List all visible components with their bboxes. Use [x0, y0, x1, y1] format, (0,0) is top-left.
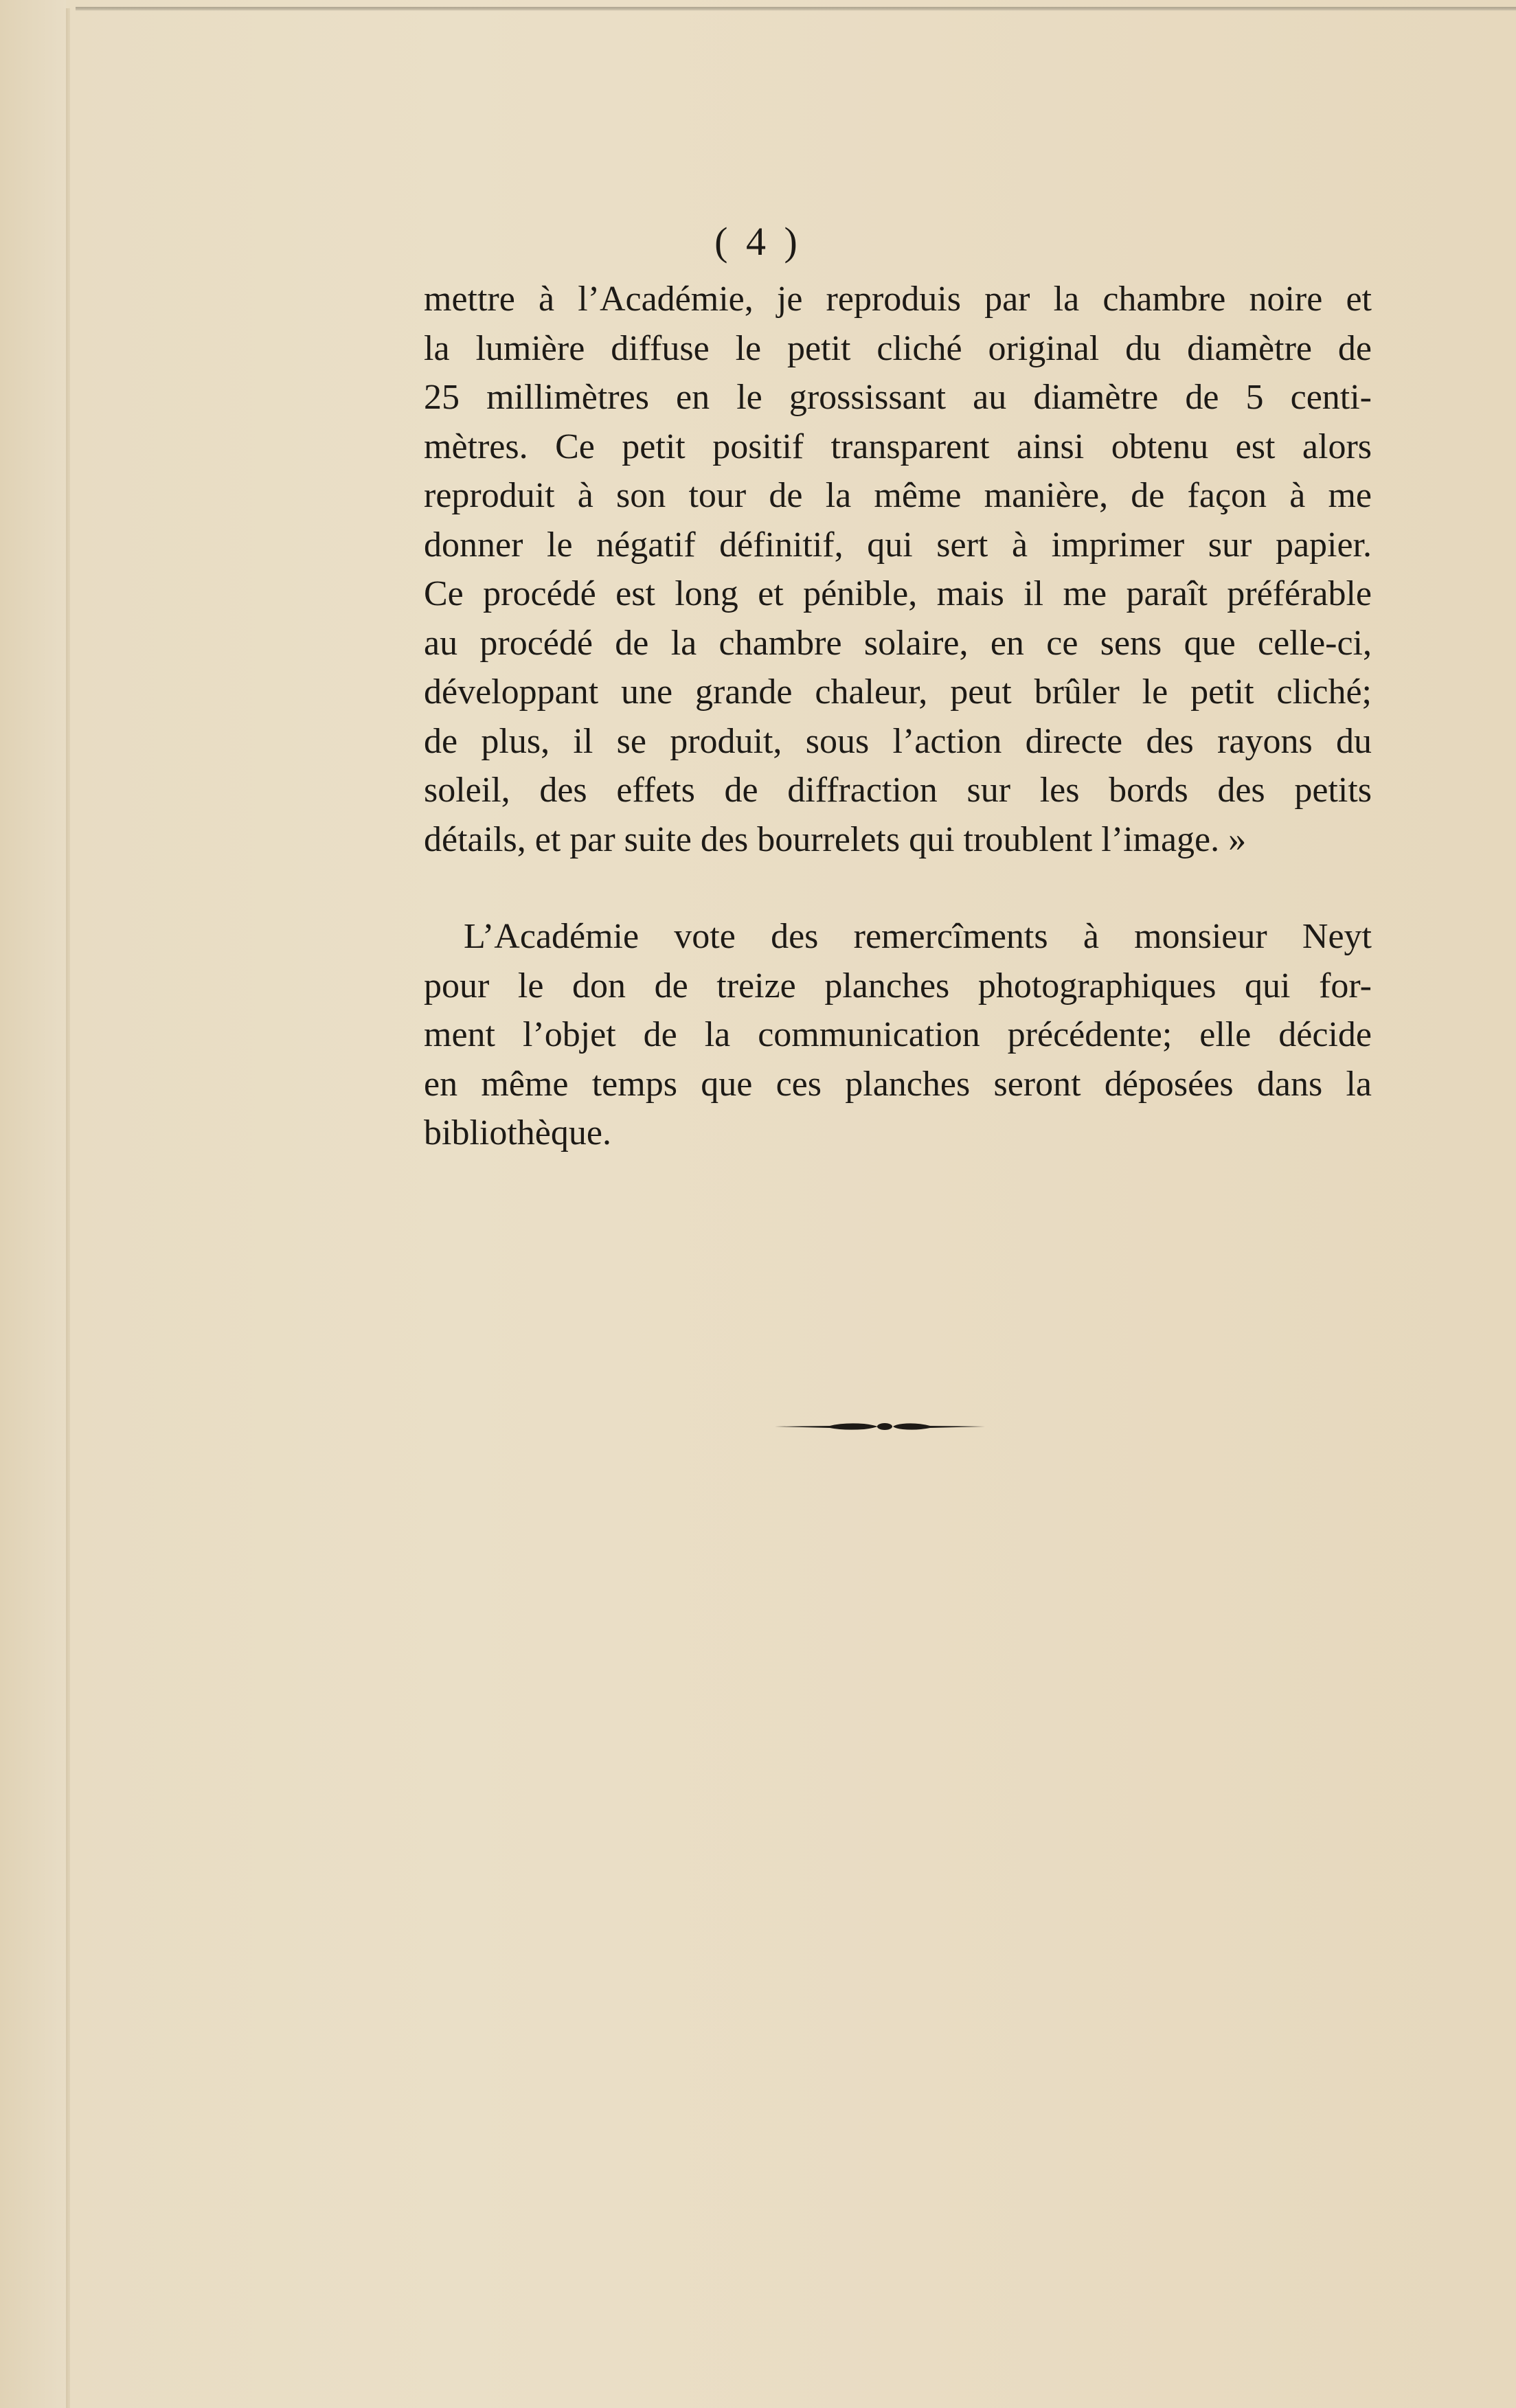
text-line: mettre à l’Académie, je reproduis par la chambre noire et	[424, 280, 1372, 319]
text-line: donner le négatif définitif, qui sert à imprimer sur papier.	[424, 525, 1372, 565]
fleuron-divider-icon	[775, 1420, 985, 1431]
paragraph-academie-thanks	[424, 912, 1372, 1158]
text-line: la lumière diffuse le petit cliché original du diamètre de	[424, 328, 1372, 368]
text-line: soleil, des effets de diffraction sur les bords des petits	[424, 771, 1372, 810]
page-number: ( 4 )	[714, 219, 802, 264]
text-line: Ce procédé est long et pénible, mais il me paraît préférable	[424, 574, 1372, 613]
page-edge-left	[0, 0, 66, 2408]
text-line: mètres. Ce petit positif transparent ainsi obtenu est alors	[424, 427, 1372, 466]
text-line: ment l’objet de la communication précédente; elle décide	[424, 1015, 1372, 1054]
text-line: au procédé de la chambre solaire, en ce sens que celle-ci,	[424, 623, 1372, 663]
page-fold-line	[66, 8, 70, 2408]
text-line: de plus, il se produit, sous l’action directe des rayons du	[424, 721, 1372, 761]
text-line: bibliothèque.	[424, 1113, 611, 1152]
paragraph-quote-continuation	[424, 275, 1372, 864]
page-edge-top	[76, 7, 1516, 11]
text-line: développant une grande chaleur, peut brûler le petit cliché;	[424, 672, 1372, 712]
text-line: pour le don de treize planches photographiques qui for-	[424, 966, 1372, 1006]
text-line: L’Académie vote des remercîments à monsieur Neyt	[464, 917, 1372, 956]
text-line: reproduit à son tour de la même manière, de façon à me	[424, 476, 1372, 515]
text-line: en même temps que ces planches seront déposées dans la	[424, 1064, 1372, 1104]
text-line: détails, et par suite des bourrelets qui troublent l’image. »	[424, 819, 1247, 859]
body-text	[424, 275, 1372, 1158]
text-line: 25 millimètres en le grossissant au diamètre de 5 centi-	[424, 378, 1372, 417]
paragraph-spacer	[424, 864, 1372, 912]
